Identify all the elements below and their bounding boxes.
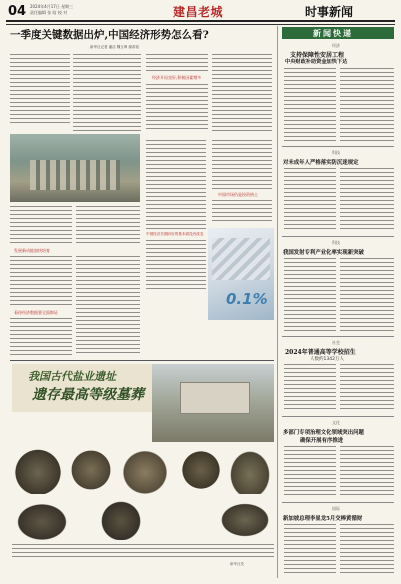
lead-col3d-text bbox=[146, 240, 206, 290]
lead-col2-text bbox=[73, 54, 141, 134]
lead-headline: 一季度关键数据出炉,中国经济形势怎么看? bbox=[10, 29, 209, 41]
brief-h5b: 确保开展有序推进 bbox=[300, 438, 344, 444]
artifact-photo-4 bbox=[178, 446, 224, 494]
artifact-photo-3 bbox=[118, 446, 172, 494]
lead-col1-text bbox=[10, 54, 70, 126]
brief-body-6b bbox=[340, 524, 394, 574]
brief-body-4b bbox=[340, 364, 394, 412]
lead-bottom-rule bbox=[10, 360, 274, 361]
brief-body-4a bbox=[284, 364, 336, 412]
artifact-photo-7 bbox=[216, 500, 274, 540]
brief-rule-4 bbox=[282, 416, 394, 417]
lead-col2b-text bbox=[76, 206, 140, 246]
brief-rule-2 bbox=[282, 236, 394, 237]
lead-col4c-text bbox=[212, 200, 272, 224]
lead-col3-text bbox=[146, 54, 208, 72]
brief-rule-5 bbox=[282, 502, 394, 503]
feature-title-1: 我国古代盐业遗址 bbox=[28, 370, 116, 383]
brief-cat-5: 文化 bbox=[332, 420, 340, 425]
brief-body-6a bbox=[284, 524, 336, 574]
artifact-photo-1 bbox=[12, 446, 64, 494]
brief-h3: 我国发射专利产业化率实现新突破 bbox=[283, 250, 364, 256]
header-rule-thin bbox=[6, 24, 395, 25]
feature-title-2: 遗存最高等级墓葬 bbox=[32, 387, 144, 403]
lead-subhead-3: 看待经济数据要全面辩证 bbox=[14, 310, 58, 315]
lead-col4-text bbox=[212, 54, 272, 132]
feature-building bbox=[180, 382, 250, 414]
brief-h1b: 中央财政补助资金加快下达 bbox=[285, 59, 348, 65]
date-line: 2024年4月17日 星期三 bbox=[30, 4, 74, 9]
brief-body-3a bbox=[284, 258, 336, 332]
brief-h4: 2024年普通高等学校招生 bbox=[285, 349, 356, 356]
brief-body-1b bbox=[340, 68, 394, 144]
artifact-photo-2 bbox=[66, 446, 116, 494]
brief-body-1a bbox=[284, 68, 336, 144]
lead-byline: 新华社记者 潘洁 魏玉坤 谢希瑶 bbox=[90, 45, 139, 49]
lead-col1c-text bbox=[10, 256, 72, 308]
brief-body-5b bbox=[340, 446, 394, 498]
lead-subhead-2: 发展新动能加快培育 bbox=[14, 248, 50, 253]
brief-banner-text: 新闻快递 bbox=[313, 28, 353, 38]
lead-col1b-text bbox=[10, 206, 72, 246]
masthead-logo: 建昌老城 bbox=[173, 5, 224, 19]
lead-col3b-text bbox=[146, 84, 208, 132]
brief-cat-1: 经济 bbox=[332, 43, 340, 48]
brief-rule-1 bbox=[282, 146, 394, 147]
page-number: 04 bbox=[8, 4, 27, 19]
brief-cat-2: 科技 bbox=[332, 150, 340, 155]
brief-h1: 支持保障性安居工程 bbox=[290, 52, 345, 59]
brief-h6: 新加坡总理李显龙5月交棒黄循财 bbox=[283, 516, 363, 522]
lead-subhead-1: 经济开局良好,积极因素增多 bbox=[152, 75, 202, 80]
brief-h2: 对未成年人严格落实防沉迷规定 bbox=[283, 160, 359, 166]
section-title: 时事新闻 bbox=[305, 5, 354, 19]
brief-cat-6: 国际 bbox=[332, 506, 340, 511]
brief-body-2b bbox=[340, 168, 394, 232]
editor-line: 责任编辑 张 晗 校 对 bbox=[30, 10, 68, 15]
lead-subhead-4: 中国经济长期向好的基本面没有改变 bbox=[146, 232, 204, 236]
header-rule bbox=[6, 20, 395, 22]
lead-col2c-text bbox=[76, 256, 140, 356]
lead-col3c-text bbox=[146, 140, 206, 230]
infographic-figure: 0.1% bbox=[226, 290, 268, 308]
brief-rule-3 bbox=[282, 336, 394, 337]
brief-body-2a bbox=[284, 168, 336, 232]
lead-col4b-text bbox=[212, 140, 272, 190]
photo-structures bbox=[30, 160, 120, 190]
brief-body-3b bbox=[340, 258, 394, 332]
brief-cat-3: 科技 bbox=[332, 240, 340, 245]
lead-col1d-text bbox=[10, 318, 72, 356]
column-divider bbox=[277, 26, 278, 578]
feature-caption-text bbox=[12, 544, 274, 560]
brief-cat-4: 社会 bbox=[332, 340, 340, 345]
brief-h4b: 人数约1342万人 bbox=[310, 357, 344, 362]
feature-credit: 新华社发 bbox=[230, 562, 244, 566]
artifact-photo-8 bbox=[96, 498, 146, 540]
artifact-photo-5 bbox=[226, 446, 274, 494]
lead-subhead-5: 中国市场仍是投资热土 bbox=[218, 192, 258, 197]
brief-h5: 多部门专项治理文化领域突出问题 bbox=[283, 430, 364, 436]
brief-body-5a bbox=[284, 446, 336, 498]
artifact-photo-6 bbox=[12, 500, 72, 540]
infographic-cars bbox=[212, 238, 270, 280]
